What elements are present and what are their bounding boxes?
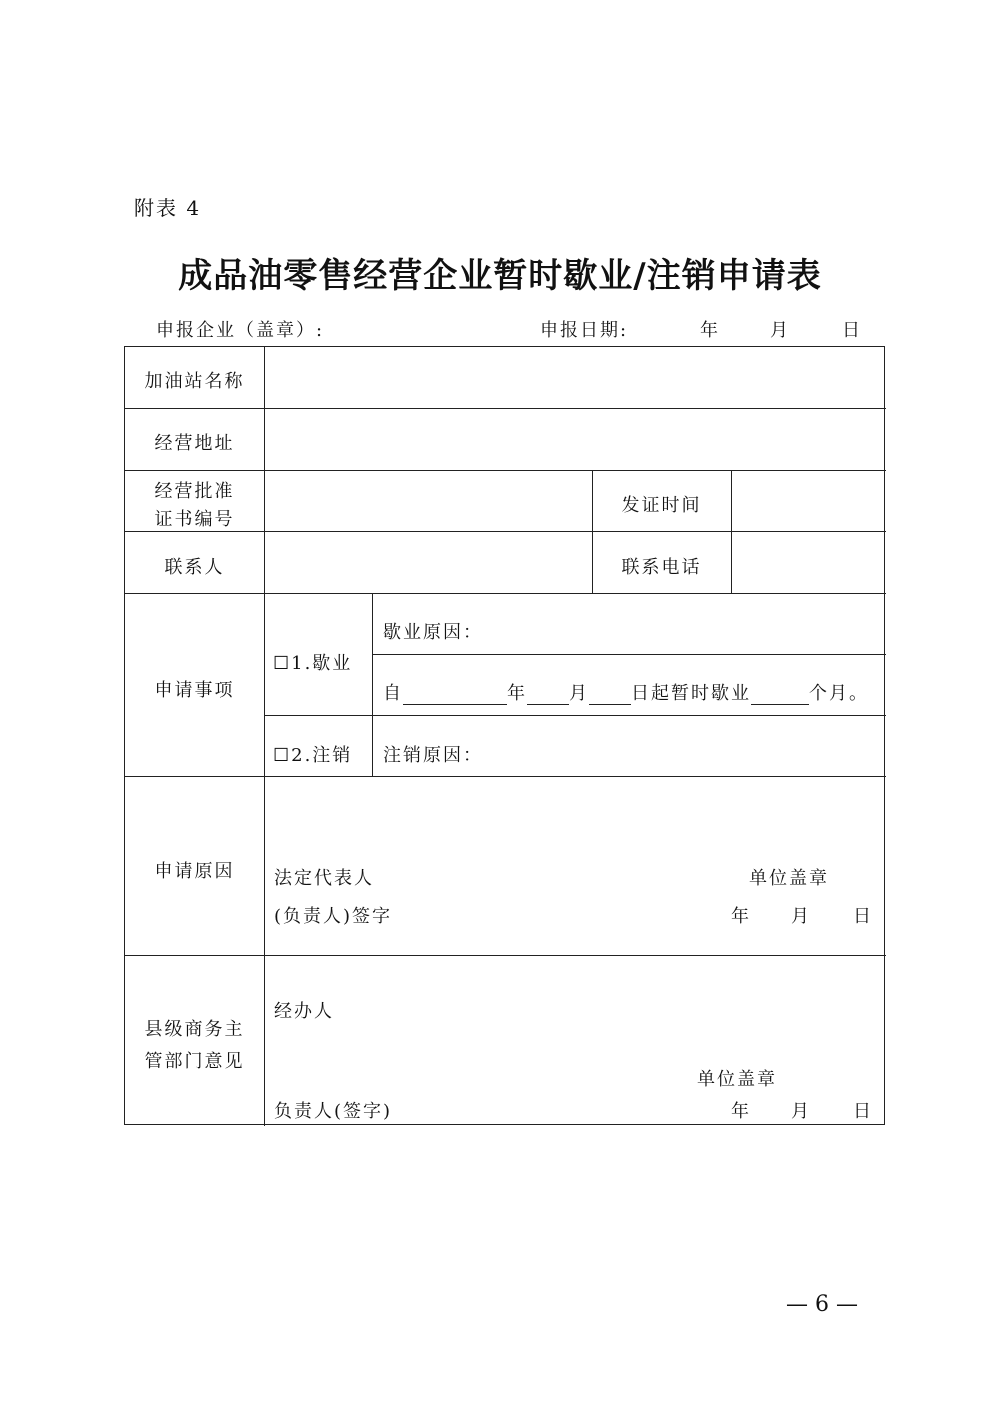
legal-rep-label: 法定代表人 xyxy=(274,868,374,889)
opinion-month: 月 xyxy=(791,1101,811,1122)
license-no-field[interactable] xyxy=(265,471,591,531)
chief-sign-label: 负责人(签字) xyxy=(274,1101,393,1122)
cancel-reason-label: 注销原因： xyxy=(383,745,483,766)
form-title: 成品油零售经营企业暂时歇业/注销申请表 xyxy=(178,256,822,296)
license-no-label-line1: 经营批准 xyxy=(154,481,235,502)
cancel-checkbox[interactable]: ☐2.注销 xyxy=(273,745,353,766)
dept-opinion-label-line2: 管部门意见 xyxy=(144,1051,245,1072)
handler-label: 经办人 xyxy=(274,1001,334,1022)
reason-month: 月 xyxy=(791,906,811,927)
reason-year: 年 xyxy=(731,906,751,927)
suspend-months: 个月。 xyxy=(809,683,869,704)
date-label: 申报日期: xyxy=(540,320,629,341)
suspend-from: 自 xyxy=(383,683,403,704)
station-name-label: 加油站名称 xyxy=(144,371,245,392)
suspend-month: 月 xyxy=(569,683,589,704)
attachment-label: 附表 4 xyxy=(134,196,202,220)
suspend-period-line xyxy=(383,679,869,705)
address-label: 经营地址 xyxy=(154,433,235,454)
phone-label: 联系电话 xyxy=(621,557,702,578)
station-name-field[interactable] xyxy=(265,347,885,408)
application-items-label: 申请事项 xyxy=(154,680,235,701)
contact-label: 联系人 xyxy=(164,557,225,578)
header-year: 年 xyxy=(700,320,720,341)
dept-opinion-label-line1: 县级商务主 xyxy=(144,1019,245,1040)
suspend-day-blank[interactable] xyxy=(589,684,631,705)
address-field[interactable] xyxy=(265,409,885,470)
issue-date-field[interactable] xyxy=(732,471,885,531)
suspend-year-blank[interactable] xyxy=(403,684,507,705)
reason-day: 日 xyxy=(853,906,873,927)
page-number: — 6 — xyxy=(786,1292,858,1317)
header-month: 月 xyxy=(770,320,790,341)
suspend-month-blank[interactable] xyxy=(527,684,569,705)
legal-rep-sign-label: (负责人)签字 xyxy=(274,906,393,927)
header-day: 日 xyxy=(842,320,862,341)
unit-seal-label-2: 单位盖章 xyxy=(697,1069,777,1090)
contact-field[interactable] xyxy=(265,532,591,593)
suspend-reason-label: 歇业原因： xyxy=(383,622,483,643)
suspend-day-text: 日起暂时歇业 xyxy=(631,683,751,704)
opinion-year: 年 xyxy=(731,1101,751,1122)
opinion-day: 日 xyxy=(853,1101,873,1122)
phone-field[interactable] xyxy=(732,532,885,593)
license-no-label-line2: 证书编号 xyxy=(154,509,235,530)
suspend-months-blank[interactable] xyxy=(751,684,809,705)
unit-seal-label: 单位盖章 xyxy=(749,868,829,889)
applicant-label: 申报企业（盖章）: xyxy=(156,320,325,341)
issue-date-label: 发证时间 xyxy=(621,495,702,516)
suspend-year: 年 xyxy=(507,683,527,704)
reason-label: 申请原因 xyxy=(154,861,235,882)
application-form-table xyxy=(124,346,885,1125)
suspend-checkbox[interactable]: ☐1.歇业 xyxy=(273,653,353,674)
